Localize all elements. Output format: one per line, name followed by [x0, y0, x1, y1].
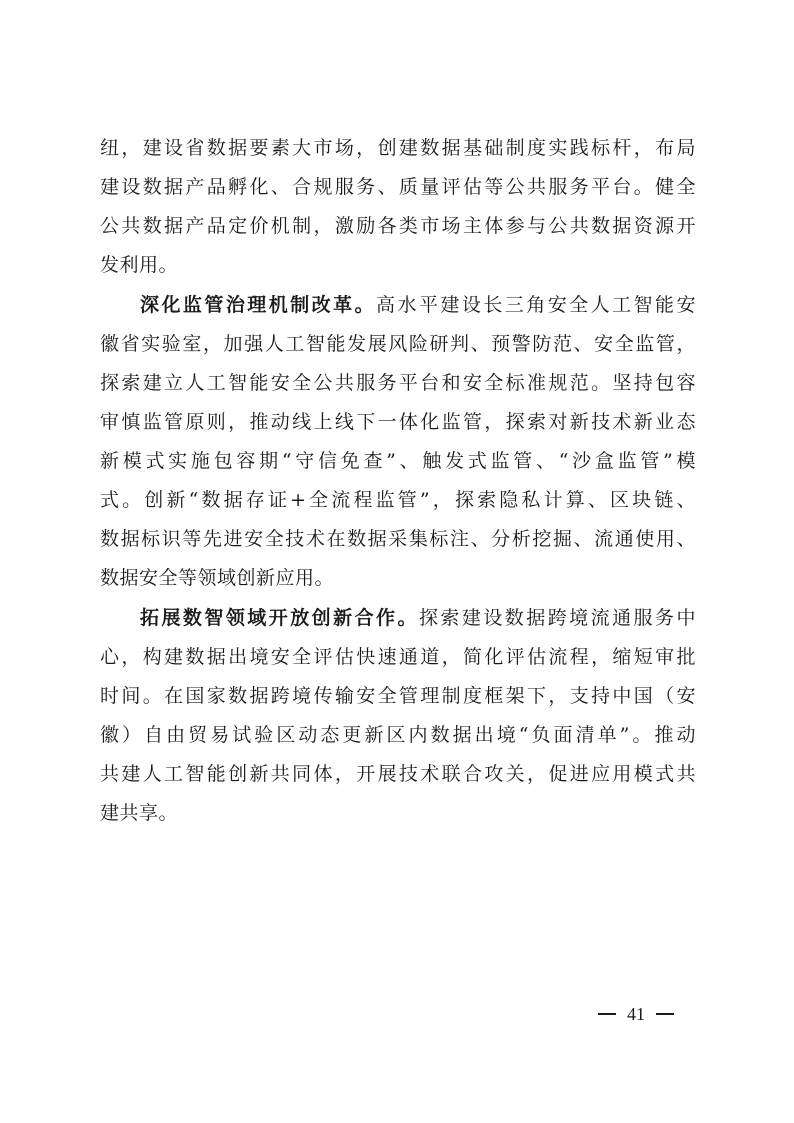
- text-line: 数据标识等先进安全技术在数据采集标注、分析挖掘、流通使用、: [100, 528, 696, 550]
- text-line: 徽）自由贸易试验区动态更新区内数据出境“负面清单”。推动: [100, 724, 696, 746]
- dash-left: [598, 1013, 616, 1015]
- text-line: 公共数据产品定价机制，激励各类市场主体参与公共数据资源开: [100, 215, 696, 237]
- text-line: 式。创新“数据存证+全流程监管”，探索隐私计算、区块链、: [100, 489, 696, 511]
- text-line: 纽，建设省数据要素大市场，创建数据基础制度实践标杆，布局: [100, 137, 696, 159]
- text-line: 建设数据产品孵化、合规服务、质量评估等公共服务平台。健全: [100, 176, 696, 198]
- page-number-text: 41: [627, 1003, 645, 1024]
- text-line: 建共享。: [100, 802, 179, 824]
- paragraph-heading: 拓展数智领域开放创新合作。: [140, 607, 419, 629]
- paragraph-first-line: [140, 288, 696, 322]
- text-line: 新模式实施包容期“守信免查”、触发式监管、“沙盒监管”模: [100, 450, 696, 472]
- text-span: 高水平建设长三角安全人工智能安: [376, 294, 696, 316]
- text-line: 探索建立人工智能安全公共服务平台和安全标准规范。坚持包容: [100, 372, 696, 394]
- text-line: 时间。在国家数据跨境传输安全管理制度框架下，支持中国（安: [100, 685, 696, 707]
- text-line: 共建人工智能创新共同体，开展技术联合攻关，促进应用模式共: [100, 763, 696, 785]
- text-span: 探索建设数据跨境流通服务中: [418, 607, 696, 629]
- paragraph-first-line: [140, 601, 696, 635]
- text-line: 发利用。: [100, 254, 179, 276]
- paragraph-heading: 深化监管治理机制改革。: [140, 294, 377, 316]
- text-line: 数据安全等领域创新应用。: [100, 567, 335, 589]
- text-line: 徽省实验室，加强人工智能发展风险研判、预警防范、安全监管，: [100, 333, 696, 355]
- text-line: 心，构建数据出境安全评估快速通道，简化评估流程，缩短审批: [100, 646, 696, 668]
- text-line: 审慎监管原则，推动线上线下一体化监管，探索对新技术新业态: [100, 411, 696, 433]
- page-number: [598, 1002, 674, 1026]
- dash-right: [656, 1013, 674, 1015]
